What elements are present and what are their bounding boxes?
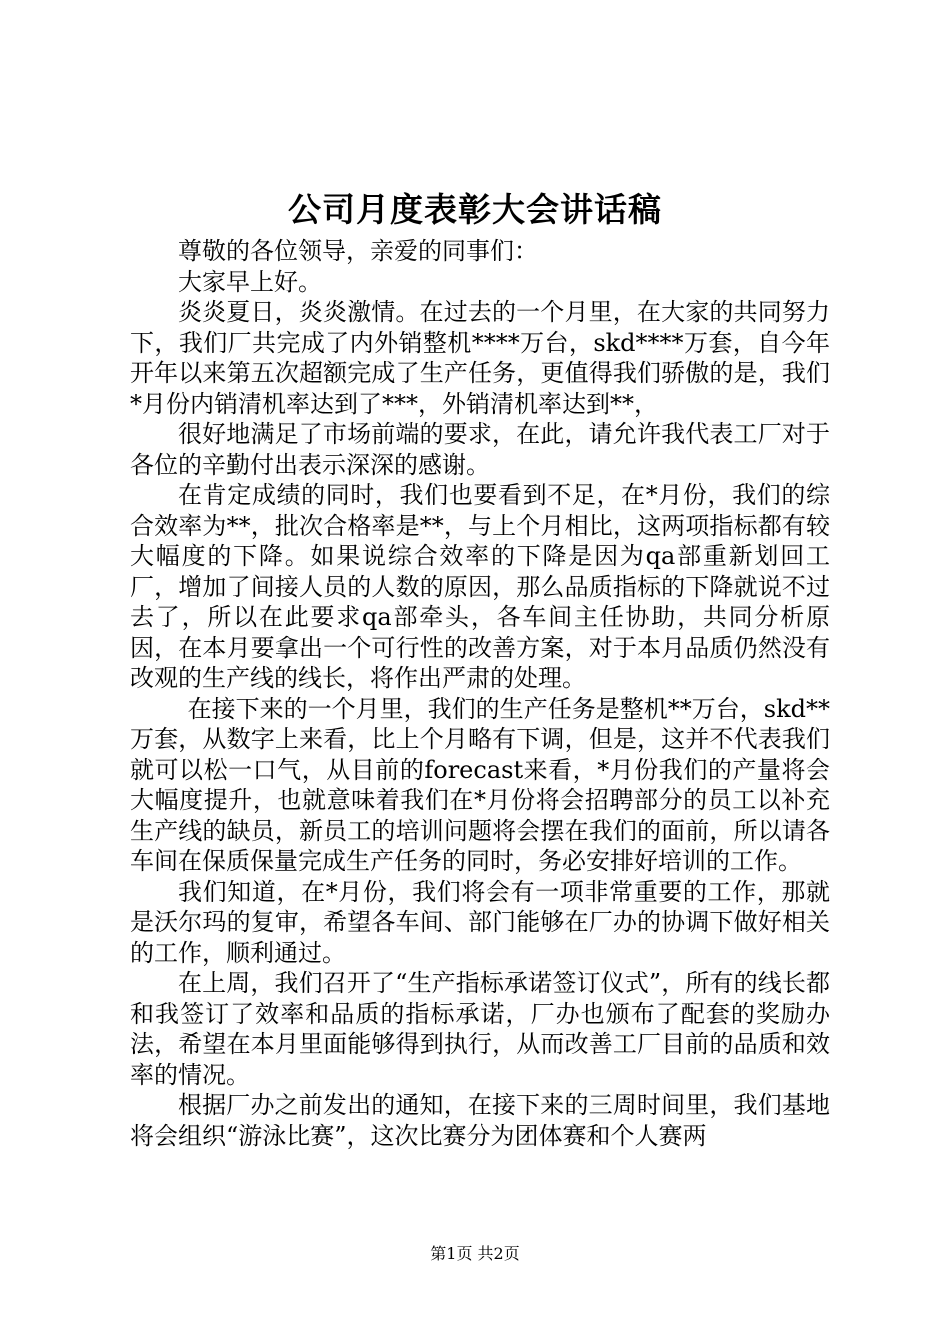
paragraph-next-month: 在接下来的一个月里，我们的生产任务是整机**万台，skd**万套，从数字上来看，比上个月略有下调，但是，这并不代表我们就可以松一口气，从目前的forecast来看，*月份我们的产量将会大幅度提升，也就意味着我们在*月份将会招聘部分的员工以补充生产线的缺员，新员工的培训问题将会摆在我们的面前，所以请各车间在保质保量完成生产任务的同时，务必安排好培训的工作。 bbox=[130, 694, 830, 875]
paragraph-thanks: 很好地满足了市场前端的要求，在此，请允许我代表工厂对于各位的辛勤付出表示深深的感谢。 bbox=[130, 420, 830, 479]
paragraph-achievements: 炎炎夏日，炎炎激情。在过去的一个月里，在大家的共同努力下，我们厂共完成了内外销整机****万台，skd****万套，自今年开年以来第五次超额完成了生产任务，更值得我们骄傲的是，我们*月份内销清机率达到了***，外销清机率达到**， bbox=[130, 298, 830, 418]
paragraph-salutation: 尊敬的各位领导，亲爱的同事们： bbox=[178, 237, 538, 265]
document-body bbox=[130, 236, 830, 1151]
paragraph-shortcomings: 在肯定成绩的同时，我们也要看到不足，在*月份，我们的综合效率为**，批次合格率是**，与上个月相比，这两项指标都有较大幅度的下降。如果说综合效率的下降是因为qa部重新划回工厂，增加了间接人员的人数的原因，那么品质指标的下降就说不过去了，所以在此要求qa部牵头，各车间主任协助，共同分析原因，在本月要拿出一个可行性的改善方案，对于本月品质仍然没有改观的生产线的线长，将作出严肃的处理。 bbox=[130, 481, 830, 692]
paragraph-walmart-audit: 我们知道，在*月份，我们将会有一项非常重要的工作，那就是沃尔玛的复审，希望各车间、部门能够在厂办的协调下做好相关的工作，顺利通过。 bbox=[130, 877, 830, 967]
paragraph-commitment-ceremony: 在上周，我们召开了“生产指标承诺签订仪式”，所有的线长都和我签订了效率和品质的指标承诺，厂办也颁布了配套的奖励办法，希望在本月里面能够得到执行，从而改善工厂目前的品质和效率的情况。 bbox=[130, 969, 830, 1089]
paragraph-swimming-contest: 根据厂办之前发出的通知，在接下来的三周时间里，我们基地将会组织“游泳比赛”，这次比赛分为团体赛和个人赛两 bbox=[130, 1091, 830, 1150]
page-footer: 第1页 共2页 bbox=[430, 1244, 520, 1263]
paragraph-greeting: 大家早上好。 bbox=[178, 267, 322, 296]
document-title: 公司月度表彰大会讲话稿 bbox=[288, 190, 662, 229]
